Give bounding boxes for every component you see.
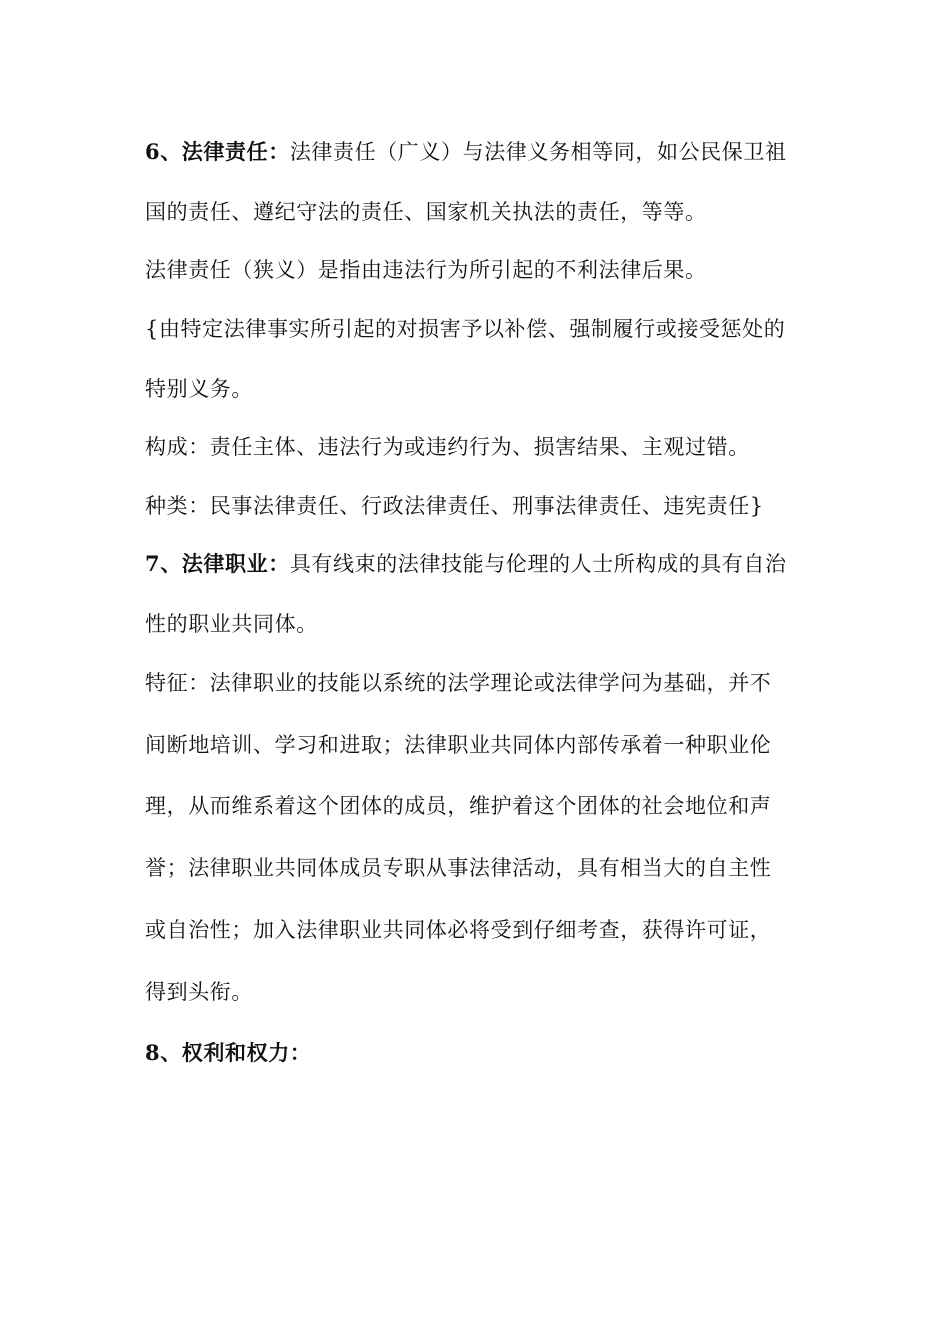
- section-6-line-7: 种类：民事法律责任、行政法律责任、刑事法律责任、违宪责任}: [145, 494, 764, 518]
- section-6-text: 法律责任（广义）与法律义务相等同，如公民保卫祖: [289, 140, 787, 164]
- section-6-line-5: 特别义务。: [145, 377, 253, 401]
- section-7-line-2: 性的职业共同体。: [145, 612, 318, 636]
- section-7-text: 具有线束的法律技能与伦理的人士所构成的具有自治: [289, 552, 787, 576]
- section-7-line-1: [145, 549, 825, 579]
- section-8-heading: 8、权利和权力：: [145, 1040, 312, 1065]
- section-7-line-6: 誉；法律职业共同体成员专职从事法律活动，具有相当大的自主性: [145, 856, 772, 880]
- section-7-line-5: 理，从而维系着这个团体的成员，维护着这个团体的社会地位和声: [145, 794, 772, 818]
- section-7-line-8: 得到头衔。: [145, 980, 253, 1004]
- section-6-line-6: 构成：责任主体、违法行为或违约行为、损害结果、主观过错。: [145, 435, 750, 459]
- section-6-line-3: 法律责任（狭义）是指由违法行为所引起的不利法律后果。: [145, 258, 707, 282]
- section-7-heading: 7、法律职业：: [145, 551, 290, 576]
- section-6-line-4: {由特定法律事实所引起的对损害予以补偿、强制履行或接受惩处的: [145, 317, 786, 341]
- section-6-line-2: 国的责任、遵纪守法的责任、国家机关执法的责任，等等。: [145, 200, 707, 224]
- section-7-line-3: 特征：法律职业的技能以系统的法学理论或法律学问为基础，并不: [145, 671, 772, 695]
- section-7-line-7: 或自治性；加入法律职业共同体必将受到仔细考查，获得许可证，: [145, 918, 772, 942]
- section-6-heading: 6、法律责任：: [145, 139, 290, 164]
- section-7-line-4: 间断地培训、学习和进取；法律职业共同体内部传承着一种职业伦: [145, 733, 772, 757]
- section-6-line-1: [145, 137, 825, 167]
